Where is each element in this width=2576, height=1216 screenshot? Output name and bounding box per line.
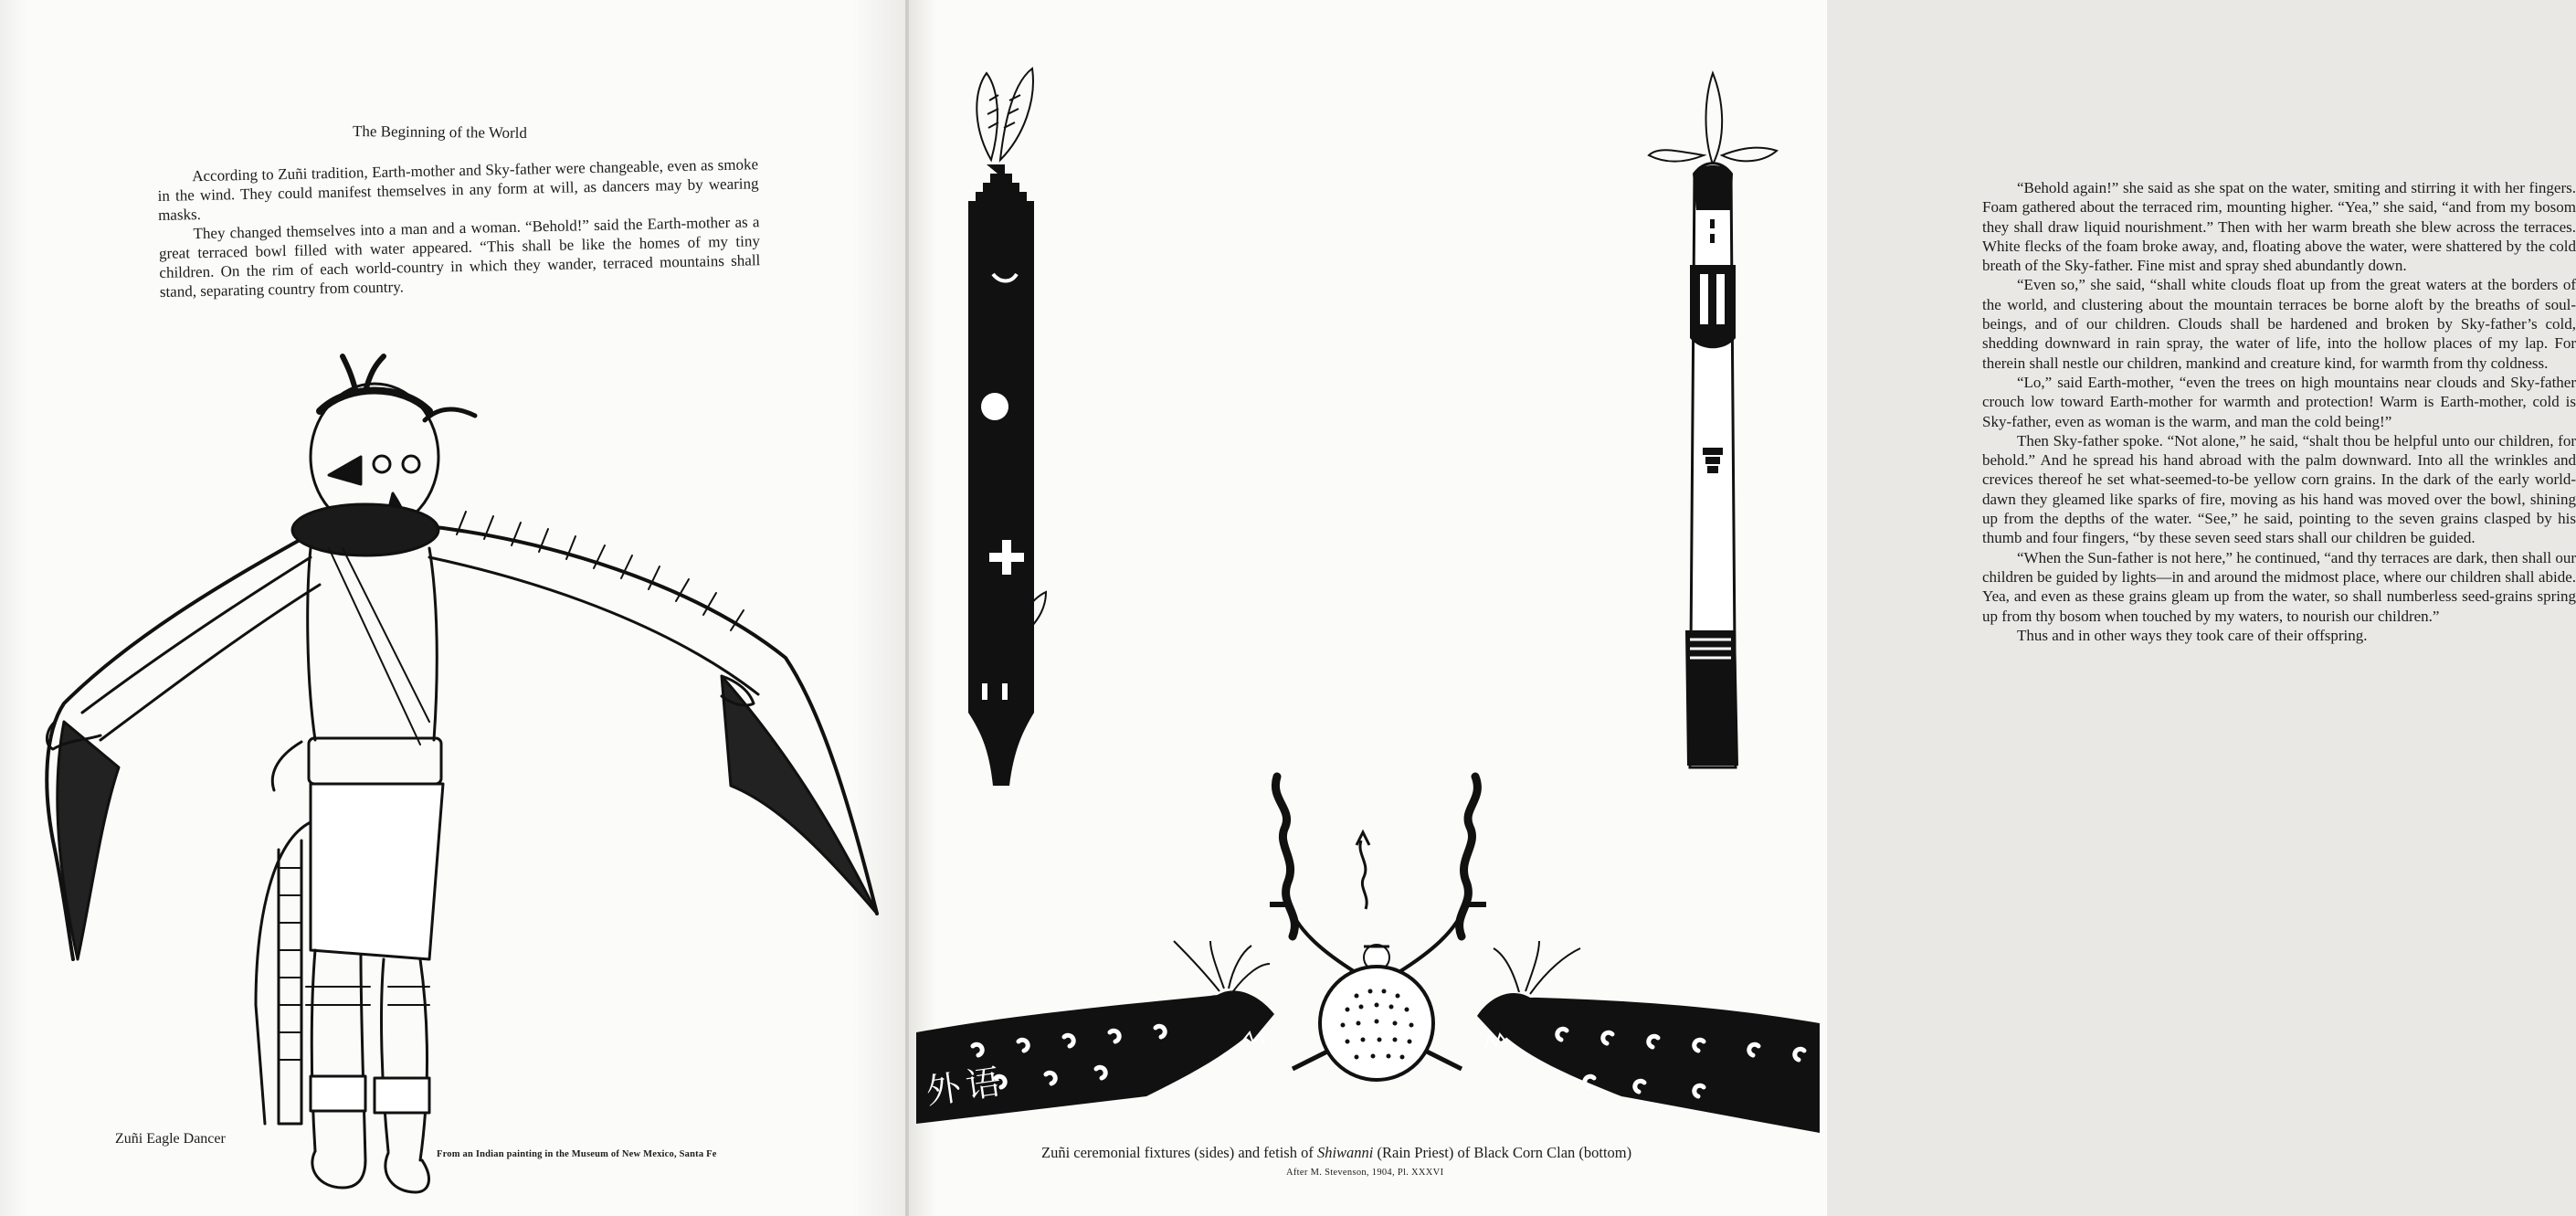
right-paragraph: Then Sky-father spoke. “Not alone,” he said, “shalt thou be helpful unto our children, for behold.” And he spread his hand abroad with the palm downward. Into all the wrinkles and crevices thereof he set what-seemed-to-be yellow corn grains. In the dark of the early world-dawn they gleamed like sparks of fire, moving as his hand was moved over the bowl, shining up from the depths of the water. “See,” he said, pointing to the seven grains clasped by his thumb and four fingers, “by these seven seed stars shall our children be guided. [1982,431,2576,547]
right-paragraph: “Even so,” she said, “shall white clouds float up from the great waters at the borders of the world, and clustering about the mountain terraces be borne aloft by the breaths of soul-beings, and of our children. Clouds shall be hardened and broken by Sky-father’s cold, shedding downward in rain spray, the water of life, into the hollow places of my lap. For therein shall nestle our children, mankind and creature kind, for warmth from thy coldness. [1982,276,2576,372]
caption-text-end: (Rain Priest) of Black Corn Clan (bottom) [1373,1144,1632,1161]
left-paragraph: They changed themselves into a man and a woman. “Behold!” said the Earth-mother as a great terraced bowl filled with water appeared. “This shall be like the homes of my tiny children. On the rim of each world-country in which they wander, terraced mountains shall stand, separating country from country. [158,213,761,301]
watermark-text: 外语 [923,1061,1009,1112]
credit-caption: After M. Stevenson, 1904, Pl. XXXVI [1286,1168,1444,1178]
right-paragraph: “Behold again!” she said as she spat on the water, smiting and stirring it with her fingers. Foam gathered about the terraced rim, mounting higher. “Yea,” she said, “and from my bosom they shall draw liquid nourishment.” Then with her warm breath she blew across the terraces. White flecks of the foam broke away, and, floating above the water, were shattered by the cold breath of the Sky-father. Fine mist and spray shed abundantly down. [1982,179,2576,275]
left-page [0,0,907,1216]
caption-text-start: Zuñi ceremonial fixtures (sides) and fetish of [1041,1144,1317,1161]
source-caption: From an Indian painting in the Museum of New Mexico, Santa Fe [437,1149,717,1159]
left-paragraph: According to Zuñi tradition, Earth-mother and Sky-father were changeable, even as smoke in the wind. They could manifest themselves in any form at will, as dancers may by wearing masks. [157,155,759,224]
figure-caption: Zuñi Eagle Dancer [115,1131,226,1147]
eagle-dancer-illustration [0,0,907,1216]
illustration-caption [1041,1144,1631,1162]
right-page [909,0,2576,1216]
right-paragraph: Thus and in other ways they took care of their offspring. [2017,626,2368,644]
page-title: The Beginning of the World [352,122,528,142]
right-body-text [1982,178,2576,645]
caption-italic-term: Shiwanni [1316,1144,1374,1161]
right-paragraph: “Lo,” said Earth-mother, “even the trees on high mountains near clouds and Sky-father crouch low toward Earth-mother for warmth and protection! Warm is Earth-mother, cold is Sky-father, even as woman is the warm, and man the cold being!” [1982,373,2576,430]
shiwanni-fetish-illustration [909,0,1827,1216]
right-paragraph: “When the Sun-father is not here,” he continued, “and thy terraces are dark, then shall our children be guided by lights—in and around the midmost place, where our children shall abide. Yea, and even as these grains gleam up from the water, so shall numberless seed-grains spring up from thy bosom when touched by my waters, to nourish our children.” [1982,548,2576,625]
